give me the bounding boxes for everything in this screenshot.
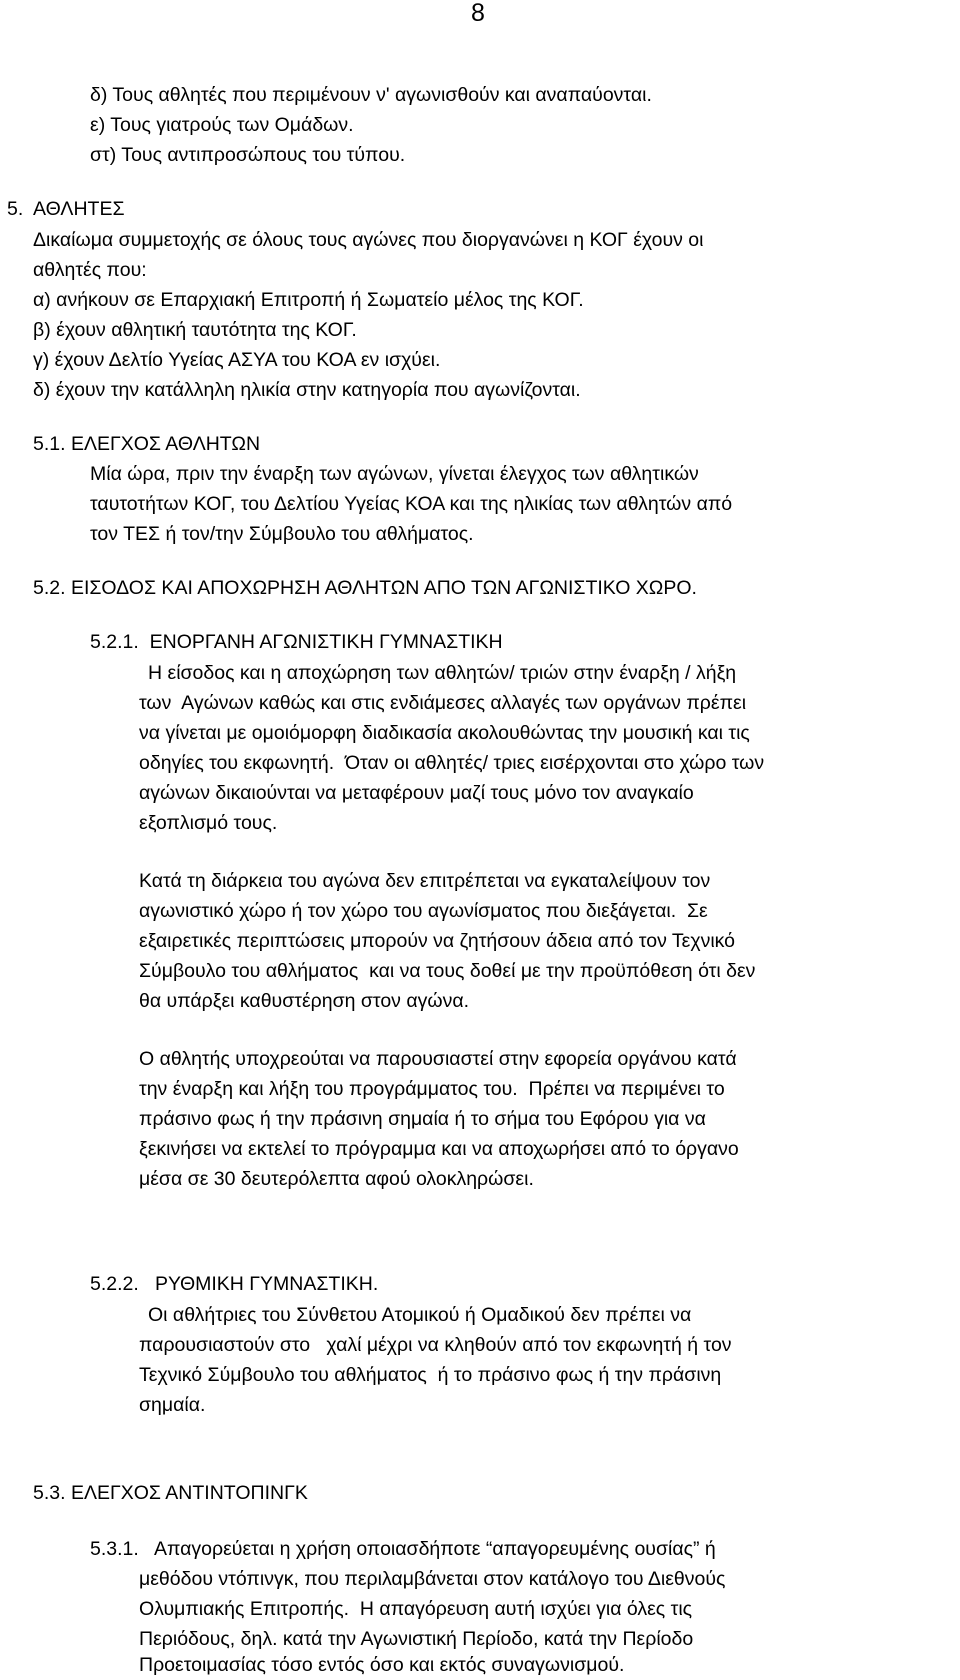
text-line: θα υπάρξει καθυστέρηση στον αγώνα. bbox=[139, 990, 470, 1012]
text-line: δ) Τους αθλητές που περιμένουν ν' αγωνισθούν και αναπαύονται. bbox=[90, 84, 652, 106]
subsection-heading: 5.1. ΕΛΕΓΧΟΣ ΑΘΛΗΤΩΝ bbox=[33, 433, 261, 455]
text-line: Δικαίωμα συμμετοχής σε όλους τους αγώνες που διοργανώνει η ΚΟΓ έχουν οι bbox=[33, 229, 704, 251]
text-line: 5.3.1. Απαγορεύεται η χρήση οποιασδήποτε “απαγορευμένης ουσίας” ή bbox=[90, 1538, 716, 1560]
text-line: Σύμβουλο του αθλήματος και να τους δοθεί με την προϋπόθεση ότι δεν bbox=[139, 960, 756, 982]
text-line: Ολυμπιακής Επιτροπής. Η απαγόρευση αυτή ισχύει για όλες τις bbox=[139, 1598, 693, 1620]
subsection-heading: 5.2. ΕΙΣΟΔΟΣ ΚΑΙ ΑΠΟΧΩΡΗΣΗ ΑΘΛΗΤΩΝ ΑΠΟ ΤΩΝ ΑΓΩΝΙΣΤΙΚΟ ΧΩΡΟ. bbox=[33, 577, 697, 599]
text-line: εξαιρετικές περιπτώσεις μπορούν να ζητήσουν άδεια από τον Τεχνικό bbox=[139, 930, 736, 952]
text-line: Μία ώρα, πριν την έναρξη των αγώνων, γίνεται έλεγχος των αθλητικών bbox=[90, 463, 699, 485]
list-item: δ) έχουν την κατάλληλη ηλικία στην κατηγορία που αγωνίζονται. bbox=[33, 379, 581, 401]
text-line: αθλητές που: bbox=[33, 259, 147, 281]
text-line: σημαία. bbox=[139, 1394, 206, 1416]
list-item: α) ανήκουν σε Επαρχιακή Επιτροπή ή Σωματείο μέλος της ΚΟΓ. bbox=[33, 289, 584, 311]
subsection-heading: 5.3. ΕΛΕΓΧΟΣ ΑΝΤΙΝΤΟΠΙΝΓΚ bbox=[33, 1482, 308, 1504]
text-line: Η είσοδος και η αποχώρηση των αθλητών/ τριών στην έναρξη / λήξη bbox=[148, 662, 737, 684]
text-line: Κατά τη διάρκεια του αγώνα δεν επιτρέπεται να εγκαταλείψουν τον bbox=[139, 870, 711, 892]
text-line: Οι αθλήτριες του Σύνθετου Ατομικού ή Ομαδικού δεν πρέπει να bbox=[148, 1304, 692, 1326]
text-line: ταυτοτήτων ΚΟΓ, του Δελτίου Υγείας ΚΟΑ και της ηλικίας των αθλητών από bbox=[90, 493, 733, 515]
text-line: να γίνεται με ομοιόμορφη διαδικασία ακολουθώντας την μουσική και τις bbox=[139, 722, 750, 744]
text-line: Τεχνικό Σύμβουλο του αθλήματος ή το πράσινο φως ή την πράσινη bbox=[139, 1364, 722, 1386]
text-line: Περιόδους, δηλ. κατά την Αγωνιστική Περίοδο, κατά την Περίοδο bbox=[139, 1628, 694, 1650]
text-line: εξοπλισμό τους. bbox=[139, 812, 278, 834]
text-line: αγώνων δικαιούνται να μεταφέρουν μαζί τους μόνο τον αναγκαίο bbox=[139, 782, 694, 804]
text-line: παρουσιαστούν στο χαλί μέχρι να κληθούν από τον εκφωνητή ή τον bbox=[139, 1334, 732, 1356]
text-line: πράσινο φως ή την πράσινη σημαία ή το σήμα του Εφόρου για να bbox=[139, 1108, 706, 1130]
text-line: Ο αθλητής υποχρεούται να παρουσιαστεί στην εφορεία οργάνου κατά bbox=[139, 1048, 737, 1070]
text-line: Προετοιμασίας τόσο εντός όσο και εκτός συναγωνισμού. bbox=[139, 1654, 625, 1676]
text-line: ξεκινήσει να εκτελεί το πρόγραμμα και να αποχωρήσει από το όργανο bbox=[139, 1138, 739, 1160]
text-line: μεθόδου ντόπινγκ, που περιλαμβάνεται στον κατάλογο του Διεθνούς bbox=[139, 1568, 726, 1590]
text-line: την έναρξη και λήξη του προγράμματος του. Πρέπει να περιμένει το bbox=[139, 1078, 725, 1100]
list-item: γ) έχουν Δελτίο Υγείας ΑΣΥΑ του ΚΟΑ εν ισχύει. bbox=[33, 349, 441, 371]
text-line: ε) Τους γιατρούς των Ομάδων. bbox=[90, 114, 354, 136]
text-line: οδηγίες του εκφωνητή. Όταν οι αθλητές/ τριες εισέρχονται στο χώρο των bbox=[139, 752, 765, 774]
page-number: 8 bbox=[471, 0, 485, 27]
subsection-heading: 5.2.2. ΡΥΘΜΙΚΗ ΓΥΜΝΑΣΤΙΚΗ. bbox=[90, 1273, 379, 1295]
section-heading: 5. ΑΘΛΗΤΕΣ bbox=[7, 198, 125, 220]
subsection-heading: 5.2.1. ΕΝΟΡΓΑΝΗ ΑΓΩΝΙΣΤΙΚΗ ΓΥΜΝΑΣΤΙΚΗ bbox=[90, 631, 503, 653]
text-line: αγωνιστικό χώρο ή τον χώρο του αγωνίσματος που διεξάγεται. Σε bbox=[139, 900, 708, 922]
list-item: β) έχουν αθλητική ταυτότητα της ΚΟΓ. bbox=[33, 319, 357, 341]
text-line: μέσα σε 30 δευτερόλεπτα αφού ολοκληρώσει. bbox=[139, 1168, 534, 1190]
text-line: τον ΤΕΣ ή τον/την Σύμβουλο του αθλήματος. bbox=[90, 523, 474, 545]
text-line: στ) Τους αντιπροσώπους του τύπου. bbox=[90, 144, 406, 166]
text-line: των Αγώνων καθώς και στις ενδιάμεσες αλλαγές των οργάνων πρέπει bbox=[139, 692, 747, 714]
